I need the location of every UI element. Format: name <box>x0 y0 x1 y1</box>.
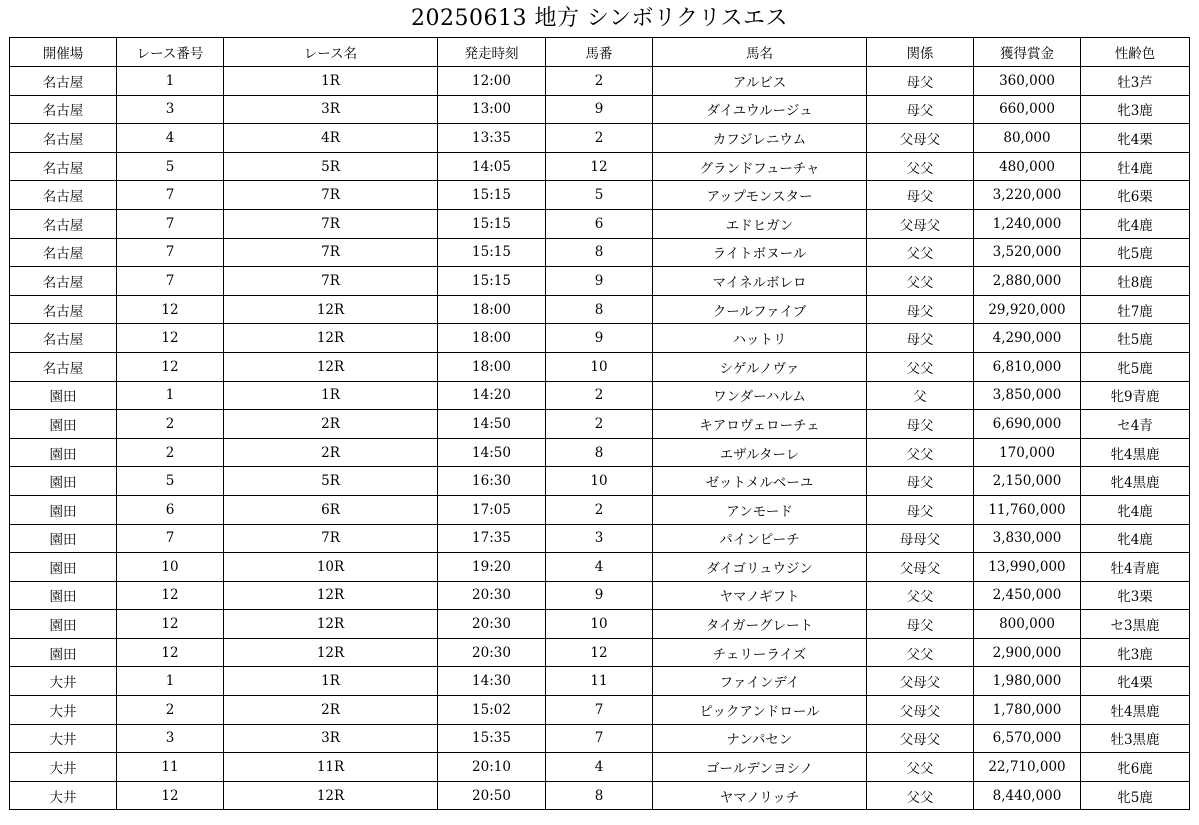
cell-horse-name: チェリーライズ <box>653 638 867 667</box>
cell-sex-age-color: 牝3鹿 <box>1081 638 1190 667</box>
cell-venue: 名古屋 <box>10 324 117 353</box>
table-row <box>10 352 1190 381</box>
cell-race-name: 12R <box>224 295 438 324</box>
cell-post-time: 18:00 <box>438 324 546 353</box>
cell-relation: 父母父 <box>867 209 974 238</box>
table-header <box>10 38 1190 67</box>
cell-relation: 父母父 <box>867 667 974 696</box>
cell-horse-name: ヤマノリッチ <box>653 781 867 810</box>
cell-sex-age-color: 牝4栗 <box>1081 124 1190 153</box>
cell-race-name: 1R <box>224 667 438 696</box>
table-row <box>10 267 1190 296</box>
cell-prize-money: 6,570,000 <box>974 724 1081 753</box>
table-row <box>10 467 1190 496</box>
cell-race-name: 5R <box>224 152 438 181</box>
table-row <box>10 95 1190 124</box>
cell-relation: 父母父 <box>867 553 974 582</box>
cell-prize-money: 1,980,000 <box>974 667 1081 696</box>
cell-race-number: 1 <box>117 67 224 96</box>
cell-horse-number: 9 <box>546 267 653 296</box>
cell-sex-age-color: 牡5鹿 <box>1081 324 1190 353</box>
cell-race-number: 6 <box>117 495 224 524</box>
cell-race-number: 10 <box>117 553 224 582</box>
cell-post-time: 18:00 <box>438 295 546 324</box>
table-row <box>10 524 1190 553</box>
cell-race-number: 7 <box>117 181 224 210</box>
cell-relation: 母父 <box>867 410 974 439</box>
cell-venue: 大井 <box>10 724 117 753</box>
cell-race-number: 5 <box>117 152 224 181</box>
cell-prize-money: 2,450,000 <box>974 581 1081 610</box>
cell-post-time: 17:05 <box>438 495 546 524</box>
cell-post-time: 15:15 <box>438 267 546 296</box>
table-row <box>10 781 1190 810</box>
cell-horse-name: マイネルボレロ <box>653 267 867 296</box>
cell-race-number: 5 <box>117 467 224 496</box>
cell-race-number: 2 <box>117 438 224 467</box>
cell-prize-money: 4,290,000 <box>974 324 1081 353</box>
cell-horse-number: 12 <box>546 152 653 181</box>
cell-sex-age-color: 牝3栗 <box>1081 581 1190 610</box>
cell-race-name: 12R <box>224 352 438 381</box>
table-row <box>10 381 1190 410</box>
cell-race-number: 2 <box>117 410 224 439</box>
cell-post-time: 15:15 <box>438 238 546 267</box>
cell-venue: 園田 <box>10 524 117 553</box>
cell-relation: 父母父 <box>867 724 974 753</box>
cell-venue: 園田 <box>10 610 117 639</box>
cell-race-number: 7 <box>117 209 224 238</box>
cell-horse-name: キアロヴェローチェ <box>653 410 867 439</box>
cell-horse-number: 8 <box>546 781 653 810</box>
cell-sex-age-color: セ3黒鹿 <box>1081 610 1190 639</box>
cell-sex-age-color: 牡4黒鹿 <box>1081 696 1190 725</box>
cell-prize-money: 29,920,000 <box>974 295 1081 324</box>
cell-prize-money: 80,000 <box>974 124 1081 153</box>
cell-relation: 母父 <box>867 467 974 496</box>
cell-horse-name: ファインデイ <box>653 667 867 696</box>
column-header-venue: 開催場 <box>10 38 117 67</box>
cell-horse-name: ピックアンドロール <box>653 696 867 725</box>
cell-prize-money: 2,900,000 <box>974 638 1081 667</box>
table-row <box>10 581 1190 610</box>
cell-relation: 母父 <box>867 610 974 639</box>
cell-race-number: 12 <box>117 295 224 324</box>
table-body <box>10 67 1190 810</box>
cell-horse-number: 9 <box>546 95 653 124</box>
cell-relation: 母父 <box>867 67 974 96</box>
cell-race-name: 5R <box>224 467 438 496</box>
cell-venue: 大井 <box>10 781 117 810</box>
cell-post-time: 20:10 <box>438 753 546 782</box>
cell-horse-name: ダイユウルージュ <box>653 95 867 124</box>
cell-horse-number: 10 <box>546 467 653 496</box>
cell-race-name: 7R <box>224 524 438 553</box>
cell-horse-name: ナンパセン <box>653 724 867 753</box>
table-row <box>10 410 1190 439</box>
cell-sex-age-color: 牡7鹿 <box>1081 295 1190 324</box>
cell-post-time: 15:02 <box>438 696 546 725</box>
cell-race-name: 4R <box>224 124 438 153</box>
cell-prize-money: 11,760,000 <box>974 495 1081 524</box>
cell-race-name: 7R <box>224 181 438 210</box>
cell-sex-age-color: 牝5鹿 <box>1081 238 1190 267</box>
column-header-horse-number: 馬番 <box>546 38 653 67</box>
cell-venue: 園田 <box>10 381 117 410</box>
column-header-sex-age-color: 性齢色 <box>1081 38 1190 67</box>
cell-race-name: 12R <box>224 781 438 810</box>
cell-prize-money: 6,810,000 <box>974 352 1081 381</box>
cell-horse-number: 8 <box>546 238 653 267</box>
table-row <box>10 152 1190 181</box>
cell-horse-number: 10 <box>546 352 653 381</box>
cell-horse-name: クールファイブ <box>653 295 867 324</box>
table-row <box>10 124 1190 153</box>
cell-venue: 園田 <box>10 581 117 610</box>
cell-venue: 名古屋 <box>10 209 117 238</box>
cell-sex-age-color: 牝9青鹿 <box>1081 381 1190 410</box>
cell-race-number: 11 <box>117 753 224 782</box>
table-row <box>10 724 1190 753</box>
cell-relation: 父父 <box>867 638 974 667</box>
table-row <box>10 553 1190 582</box>
cell-post-time: 13:35 <box>438 124 546 153</box>
cell-post-time: 13:00 <box>438 95 546 124</box>
cell-venue: 名古屋 <box>10 95 117 124</box>
cell-venue: 大井 <box>10 753 117 782</box>
cell-sex-age-color: 牝5鹿 <box>1081 781 1190 810</box>
cell-horse-number: 2 <box>546 124 653 153</box>
cell-relation: 母父 <box>867 495 974 524</box>
cell-post-time: 14:50 <box>438 438 546 467</box>
cell-venue: 名古屋 <box>10 124 117 153</box>
cell-race-number: 12 <box>117 638 224 667</box>
cell-venue: 園田 <box>10 410 117 439</box>
cell-horse-number: 7 <box>546 696 653 725</box>
cell-horse-number: 4 <box>546 753 653 782</box>
cell-sex-age-color: 牡8鹿 <box>1081 267 1190 296</box>
cell-horse-name: カフジレニウム <box>653 124 867 153</box>
cell-prize-money: 660,000 <box>974 95 1081 124</box>
cell-race-name: 3R <box>224 95 438 124</box>
cell-sex-age-color: 牝4鹿 <box>1081 209 1190 238</box>
cell-post-time: 14:30 <box>438 667 546 696</box>
cell-race-number: 2 <box>117 696 224 725</box>
cell-horse-name: パインピーチ <box>653 524 867 553</box>
cell-relation: 母父 <box>867 95 974 124</box>
cell-prize-money: 2,150,000 <box>974 467 1081 496</box>
column-header-race-number: レース番号 <box>117 38 224 67</box>
cell-post-time: 15:15 <box>438 209 546 238</box>
cell-race-number: 7 <box>117 524 224 553</box>
cell-sex-age-color: 牡3黒鹿 <box>1081 724 1190 753</box>
cell-race-name: 11R <box>224 753 438 782</box>
cell-post-time: 20:30 <box>438 610 546 639</box>
table-row <box>10 181 1190 210</box>
cell-post-time: 14:20 <box>438 381 546 410</box>
table-row <box>10 67 1190 96</box>
table-row <box>10 495 1190 524</box>
cell-relation: 母父 <box>867 295 974 324</box>
cell-horse-number: 8 <box>546 295 653 324</box>
cell-relation: 父父 <box>867 267 974 296</box>
cell-horse-name: タイガーグレート <box>653 610 867 639</box>
cell-race-name: 10R <box>224 553 438 582</box>
cell-race-number: 7 <box>117 238 224 267</box>
cell-horse-name: ライトボヌール <box>653 238 867 267</box>
cell-race-name: 12R <box>224 638 438 667</box>
cell-horse-number: 7 <box>546 724 653 753</box>
cell-horse-number: 8 <box>546 438 653 467</box>
cell-prize-money: 8,440,000 <box>974 781 1081 810</box>
cell-venue: 園田 <box>10 638 117 667</box>
cell-post-time: 18:00 <box>438 352 546 381</box>
cell-race-number: 3 <box>117 724 224 753</box>
cell-race-name: 2R <box>224 696 438 725</box>
cell-relation: 母母父 <box>867 524 974 553</box>
cell-prize-money: 360,000 <box>974 67 1081 96</box>
cell-horse-number: 2 <box>546 410 653 439</box>
cell-sex-age-color: 牝6栗 <box>1081 181 1190 210</box>
cell-horse-number: 5 <box>546 181 653 210</box>
cell-venue: 名古屋 <box>10 267 117 296</box>
cell-prize-money: 22,710,000 <box>974 753 1081 782</box>
cell-horse-number: 6 <box>546 209 653 238</box>
cell-race-name: 2R <box>224 438 438 467</box>
results-table <box>9 37 1190 810</box>
cell-horse-name: ヤマノギフト <box>653 581 867 610</box>
cell-race-name: 7R <box>224 238 438 267</box>
cell-sex-age-color: 牡4青鹿 <box>1081 553 1190 582</box>
cell-race-name: 2R <box>224 410 438 439</box>
cell-venue: 名古屋 <box>10 238 117 267</box>
cell-horse-name: グランドフューチャ <box>653 152 867 181</box>
cell-relation: 父 <box>867 381 974 410</box>
cell-venue: 名古屋 <box>10 67 117 96</box>
table-row <box>10 238 1190 267</box>
column-header-post-time: 発走時刻 <box>438 38 546 67</box>
cell-prize-money: 3,850,000 <box>974 381 1081 410</box>
cell-sex-age-color: 牡3芦 <box>1081 67 1190 96</box>
cell-venue: 名古屋 <box>10 181 117 210</box>
cell-post-time: 20:30 <box>438 581 546 610</box>
cell-horse-name: ダイゴリュウジン <box>653 553 867 582</box>
cell-horse-name: アンモード <box>653 495 867 524</box>
cell-relation: 父父 <box>867 438 974 467</box>
cell-sex-age-color: 牝4栗 <box>1081 667 1190 696</box>
cell-horse-number: 2 <box>546 381 653 410</box>
cell-horse-number: 12 <box>546 638 653 667</box>
cell-venue: 名古屋 <box>10 295 117 324</box>
cell-race-name: 1R <box>224 381 438 410</box>
cell-venue: 園田 <box>10 467 117 496</box>
cell-horse-name: シゲルノヴァ <box>653 352 867 381</box>
column-header-prize-money: 獲得賞金 <box>974 38 1081 67</box>
cell-prize-money: 170,000 <box>974 438 1081 467</box>
cell-relation: 父父 <box>867 581 974 610</box>
table-row <box>10 696 1190 725</box>
table-row <box>10 209 1190 238</box>
table-row <box>10 667 1190 696</box>
cell-horse-number: 9 <box>546 324 653 353</box>
cell-race-name: 3R <box>224 724 438 753</box>
cell-venue: 園田 <box>10 495 117 524</box>
table-row <box>10 438 1190 467</box>
cell-venue: 園田 <box>10 553 117 582</box>
cell-race-number: 1 <box>117 381 224 410</box>
cell-post-time: 17:35 <box>438 524 546 553</box>
cell-sex-age-color: 牝6鹿 <box>1081 753 1190 782</box>
cell-relation: 母父 <box>867 181 974 210</box>
cell-race-name: 7R <box>224 209 438 238</box>
cell-horse-name: アップモンスター <box>653 181 867 210</box>
cell-horse-number: 2 <box>546 67 653 96</box>
cell-relation: 母父 <box>867 324 974 353</box>
column-header-race-name: レース名 <box>224 38 438 67</box>
cell-venue: 園田 <box>10 438 117 467</box>
cell-race-number: 12 <box>117 781 224 810</box>
cell-venue: 名古屋 <box>10 152 117 181</box>
cell-post-time: 20:50 <box>438 781 546 810</box>
cell-prize-money: 800,000 <box>974 610 1081 639</box>
cell-prize-money: 3,830,000 <box>974 524 1081 553</box>
cell-horse-number: 2 <box>546 495 653 524</box>
cell-venue: 大井 <box>10 696 117 725</box>
cell-relation: 父父 <box>867 352 974 381</box>
cell-sex-age-color: 牝4黒鹿 <box>1081 438 1190 467</box>
cell-horse-number: 10 <box>546 610 653 639</box>
table-row <box>10 295 1190 324</box>
cell-post-time: 12:00 <box>438 67 546 96</box>
cell-prize-money: 3,220,000 <box>974 181 1081 210</box>
cell-prize-money: 2,880,000 <box>974 267 1081 296</box>
cell-sex-age-color: 牝4黒鹿 <box>1081 467 1190 496</box>
cell-race-name: 1R <box>224 67 438 96</box>
table-row <box>10 753 1190 782</box>
column-header-horse-name: 馬名 <box>653 38 867 67</box>
header-row <box>10 38 1190 67</box>
table-row <box>10 638 1190 667</box>
cell-sex-age-color: 牝4鹿 <box>1081 524 1190 553</box>
cell-horse-number: 4 <box>546 553 653 582</box>
cell-horse-number: 9 <box>546 581 653 610</box>
cell-horse-name: ゼットメルベーユ <box>653 467 867 496</box>
cell-race-name: 7R <box>224 267 438 296</box>
cell-prize-money: 13,990,000 <box>974 553 1081 582</box>
cell-post-time: 14:50 <box>438 410 546 439</box>
cell-venue: 名古屋 <box>10 352 117 381</box>
cell-horse-name: エドヒガン <box>653 209 867 238</box>
cell-horse-name: ゴールデンヨシノ <box>653 753 867 782</box>
cell-race-number: 12 <box>117 581 224 610</box>
cell-sex-age-color: 牝4鹿 <box>1081 495 1190 524</box>
cell-horse-name: アルビス <box>653 67 867 96</box>
cell-relation: 父母父 <box>867 124 974 153</box>
cell-race-number: 4 <box>117 124 224 153</box>
cell-post-time: 19:20 <box>438 553 546 582</box>
cell-venue: 大井 <box>10 667 117 696</box>
cell-sex-age-color: 牡4鹿 <box>1081 152 1190 181</box>
cell-relation: 父父 <box>867 781 974 810</box>
column-header-relation: 関係 <box>867 38 974 67</box>
cell-prize-money: 1,240,000 <box>974 209 1081 238</box>
cell-sex-age-color: 牝3鹿 <box>1081 95 1190 124</box>
cell-race-number: 12 <box>117 324 224 353</box>
cell-relation: 父母父 <box>867 696 974 725</box>
table-row <box>10 610 1190 639</box>
cell-horse-name: エザルターレ <box>653 438 867 467</box>
cell-race-name: 6R <box>224 495 438 524</box>
cell-post-time: 20:30 <box>438 638 546 667</box>
cell-relation: 父父 <box>867 238 974 267</box>
cell-prize-money: 1,780,000 <box>974 696 1081 725</box>
cell-relation: 父父 <box>867 753 974 782</box>
cell-post-time: 15:35 <box>438 724 546 753</box>
cell-race-name: 12R <box>224 581 438 610</box>
cell-sex-age-color: 牝5鹿 <box>1081 352 1190 381</box>
cell-post-time: 15:15 <box>438 181 546 210</box>
page-title: 20250613 地方 シンボリクリスエス <box>410 6 789 31</box>
cell-prize-money: 3,520,000 <box>974 238 1081 267</box>
cell-prize-money: 480,000 <box>974 152 1081 181</box>
cell-race-number: 3 <box>117 95 224 124</box>
cell-prize-money: 6,690,000 <box>974 410 1081 439</box>
cell-horse-number: 3 <box>546 524 653 553</box>
cell-race-number: 12 <box>117 610 224 639</box>
cell-race-number: 12 <box>117 352 224 381</box>
cell-race-number: 7 <box>117 267 224 296</box>
cell-post-time: 16:30 <box>438 467 546 496</box>
cell-race-name: 12R <box>224 324 438 353</box>
cell-horse-name: ハットリ <box>653 324 867 353</box>
table-row <box>10 324 1190 353</box>
cell-horse-name: ワンダーハルム <box>653 381 867 410</box>
cell-relation: 父父 <box>867 152 974 181</box>
cell-sex-age-color: セ4青 <box>1081 410 1190 439</box>
cell-race-number: 1 <box>117 667 224 696</box>
cell-race-name: 12R <box>224 610 438 639</box>
cell-post-time: 14:05 <box>438 152 546 181</box>
cell-horse-number: 11 <box>546 667 653 696</box>
